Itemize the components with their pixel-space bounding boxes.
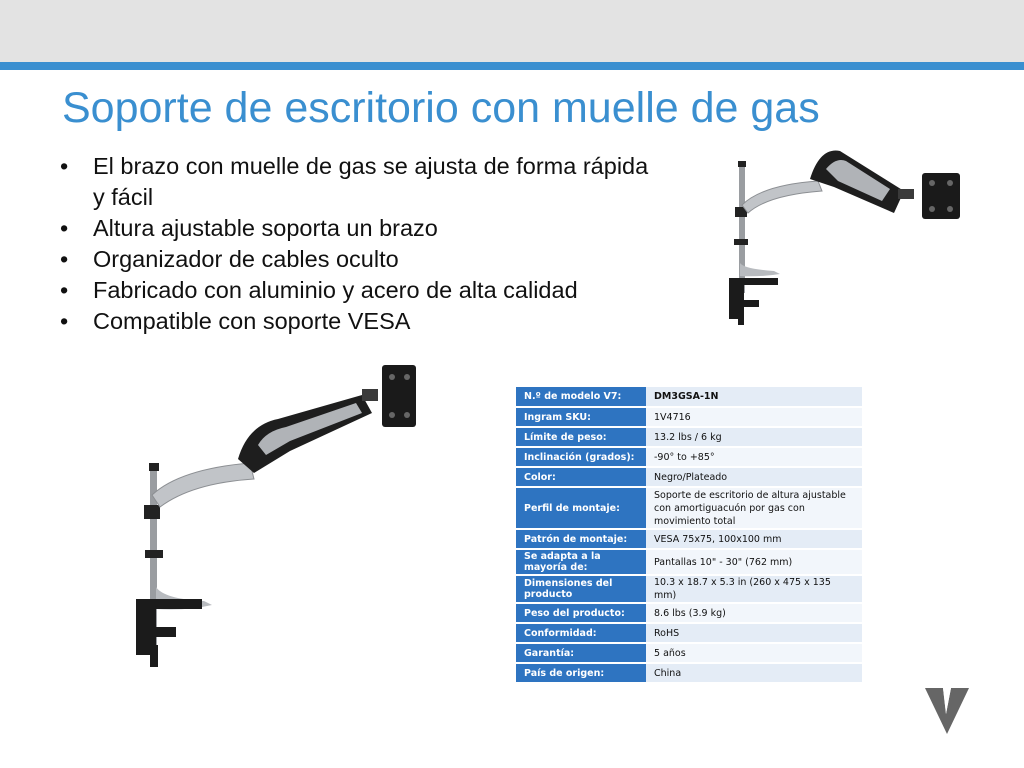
table-row [516, 623, 862, 643]
table-row [516, 467, 862, 487]
product-photo-small [722, 143, 962, 333]
spec-label: Dimensiones del producto [516, 575, 646, 603]
spec-value: 10.3 x 18.7 x 5.3 in (260 x 475 x 135 mm) [646, 575, 862, 603]
spec-label: Perfil de montaje: [516, 487, 646, 529]
spec-table [516, 387, 862, 684]
product-photo-large [130, 355, 430, 675]
table-row [516, 575, 862, 603]
spec-value: 13.2 lbs / 6 kg [646, 427, 862, 447]
spec-value: Negro/Plateado [646, 467, 862, 487]
spec-label: N.º de modelo V7: [516, 387, 646, 407]
spec-label: Color: [516, 467, 646, 487]
spec-value: Pantallas 10" - 30" (762 mm) [646, 549, 862, 575]
spec-label: Ingram SKU: [516, 407, 646, 427]
table-row [516, 487, 862, 529]
slide-title: Soporte de escritorio con muelle de gas [62, 84, 820, 132]
table-row [516, 643, 862, 663]
spec-label: Límite de peso: [516, 427, 646, 447]
spec-value: 5 años [646, 643, 862, 663]
feature-item: • Altura ajustable soporta un brazo [60, 213, 660, 244]
spec-label: Conformidad: [516, 623, 646, 643]
spec-label: Peso del producto: [516, 603, 646, 623]
table-row [516, 407, 862, 427]
table-row [516, 549, 862, 575]
spec-value: RoHS [646, 623, 862, 643]
table-row [516, 387, 862, 407]
feature-list [60, 151, 660, 337]
spec-label: Inclinación (grados): [516, 447, 646, 467]
spec-label: Garantía: [516, 643, 646, 663]
spec-value: China [646, 663, 862, 683]
table-row [516, 427, 862, 447]
spec-label: País de origen: [516, 663, 646, 683]
feature-item: • Organizador de cables oculto [60, 244, 660, 275]
spec-value: VESA 75x75, 100x100 mm [646, 529, 862, 549]
spec-value: 8.6 lbs (3.9 kg) [646, 603, 862, 623]
spec-value: DM3GSA-1N [646, 387, 862, 407]
spec-value: Soporte de escritorio de altura ajustable con amortiguacuón por gas con movimiento total [646, 487, 862, 529]
header-band [0, 0, 1024, 62]
spec-label: Se adapta a la mayoría de: [516, 549, 646, 575]
table-row [516, 663, 862, 683]
v7-logo-icon [924, 686, 970, 736]
feature-item: • El brazo con muelle de gas se ajusta de forma rápida y fácil [60, 151, 660, 213]
feature-item: • Compatible con soporte VESA [60, 306, 660, 337]
table-row [516, 447, 862, 467]
feature-item: • Fabricado con aluminio y acero de alta calidad [60, 275, 660, 306]
table-row [516, 529, 862, 549]
spec-value: -90° to +85° [646, 447, 862, 467]
header-accent-line [0, 62, 1024, 70]
spec-value: 1V4716 [646, 407, 862, 427]
spec-label: Patrón de montaje: [516, 529, 646, 549]
table-row [516, 603, 862, 623]
